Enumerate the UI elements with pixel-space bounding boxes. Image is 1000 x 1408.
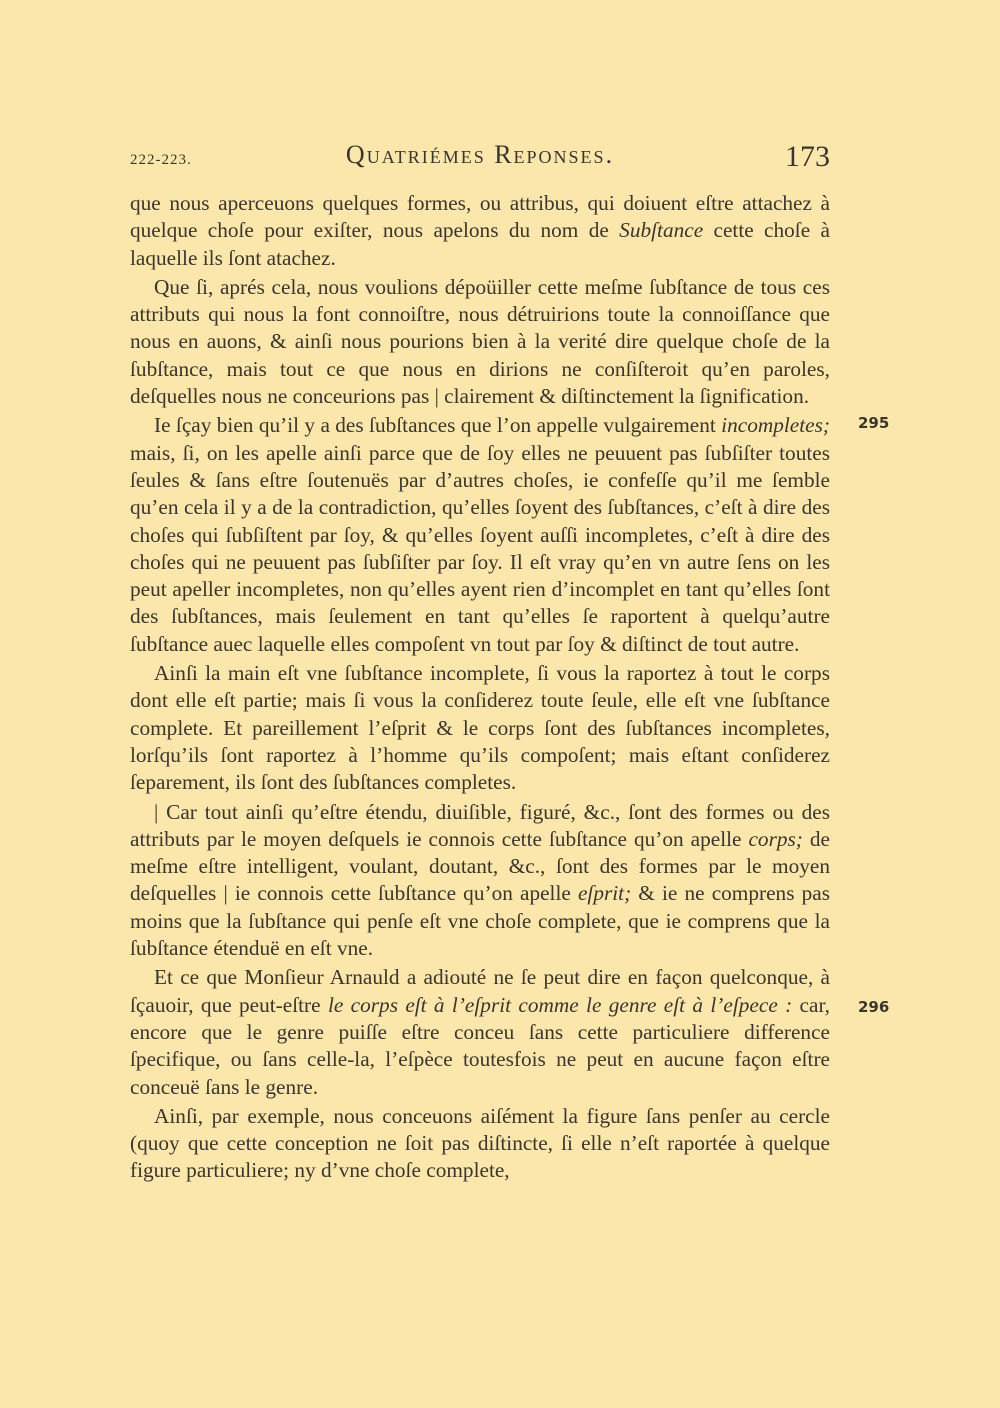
italic-term: eſprit; [577, 881, 632, 906]
italic-term: incompletes; [721, 413, 830, 438]
page-number: 173 [785, 140, 830, 173]
paragraph-1: que nous aperceuons quelques formes, ou attribus, qui doiuent eſtre attachez à quelque choſe pour exiſter, nous apelons du nom de Subſtance cette choſe à laquelle ils ſont atachez. [130, 191, 830, 270]
page-reference: 222-223. [130, 152, 192, 168]
paragraph-6: Et ce que Monſieur Arnauld a adiouté ne ſe peut dire en façon quelconque, à ſçauoir, que peut-eſtre le corps eſt à l’eſprit comme le genre eſt à l’eſpece : car, encore que le genre puiſſe eſtre conceu ſans cette particuliere difference ſpecifique, ou ſans celle-la, l’eſpèce toutesfois ne peut en aucune façon eſtre conceuë ſans le genre. [130, 965, 831, 1099]
running-title: Quatriémes Reponses. [345, 140, 615, 169]
italic-term: Subſtance [619, 218, 704, 243]
paragraph-7: Ainſi, par exemple, nous conceuons aiſément la figure ſans penſer au cercle (quoy que cette conception ne ſoit pas diſtincte, ſi elle n’eſt raportée à quelque figure particuliere; ny d’vne choſe complete, [130, 1103, 830, 1183]
italic-term: corps; [748, 826, 803, 851]
paragraph-4: Ainſi la main eſt vne ſubſtance incomplete, ſi vous la raportez à tout le corps dont elle eſt partie; mais ſi vous la conſiderez toute ſeule, elle eſt vne ſubſtance complete. Et pareillement l’eſprit & le corps ſont des ſubſtances incompletes, lorſqu’ils ſont raportez à l’homme qu’ils compoſent; mais eſtant conſiderez ſeparement, ils ſont des ſubſtances completes. [130, 661, 830, 795]
page-body [130, 190, 830, 1185]
margin-page-number: 296 [858, 998, 890, 1016]
page-header [130, 140, 830, 180]
paragraph-5: | Car tout ainſi qu’eſtre étendu, diuiſible, figuré, &c., ſont des formes ou des attributs par le moyen deſquels ie connois cette ſubſtance qu’on apelle corps; de meſme eſtre intelligent, voulant, doutant, &c., ſont des formes par le moyen deſquelles | ie connois cette ſubſtance qu’on apelle eſprit; & ie ne comprens pas moins que la ſubſtance qui penſe eſt vne choſe complete, que ie comprens que la ſubſtance étenduë en eſt vne. [130, 799, 831, 961]
italic-term: le corps eſt à l’eſprit comme le genre eſt à l’eſpece : [327, 992, 793, 1017]
paragraph-3: Ie ſçay bien qu’il y a des ſubſtances que l’on appelle vulgairement incompletes; mais, ſi, on les apelle ainſi parce que de ſoy elles ne peuuent pas ſubſiſter toutes ſeules & ſans eſtre ſoutenuës par d’autres choſes, ie confeſſe qu’il me ſemble qu’en cela il y a de la contradiction, qu’elles ſoyent des ſubſtances, c’eſt à dire des choſes qui ſubſiſtent par ſoy, & qu’elles ſoyent auſſi incompletes, c’eſt à dire des choſes qui ne peuuent pas ſubſiſter par ſoy. Il eſt vray qu’en vn autre ſens on les peut apeller incompletes, non qu’elles ayent rien d’incomplet en tant qu’elles ſont des ſubſtances, mais ſeulement en tant qu’elles ſe raportent à quelqu’autre ſubſtance auec laquelle elles compoſent vn tout par ſoy & diſtinct de tout autre. [130, 413, 830, 656]
margin-page-number: 295 [858, 414, 890, 432]
paragraph-2: Que ſi, aprés cela, nous voulions dépoüiller cette meſme ſubſtance de tous ces attributs qui nous la font connoiſtre, nous détruirions toute la connoiſſance que nous en auons, & ainſi nous pourions bien à la verité dire quelque choſe de la ſubſtance, mais tout ce que nous en dirions ne conſiſteroit qu’en paroles, deſquelles nous ne conceurions pas | clairement & diſtinctement la ſignification. [130, 274, 830, 409]
